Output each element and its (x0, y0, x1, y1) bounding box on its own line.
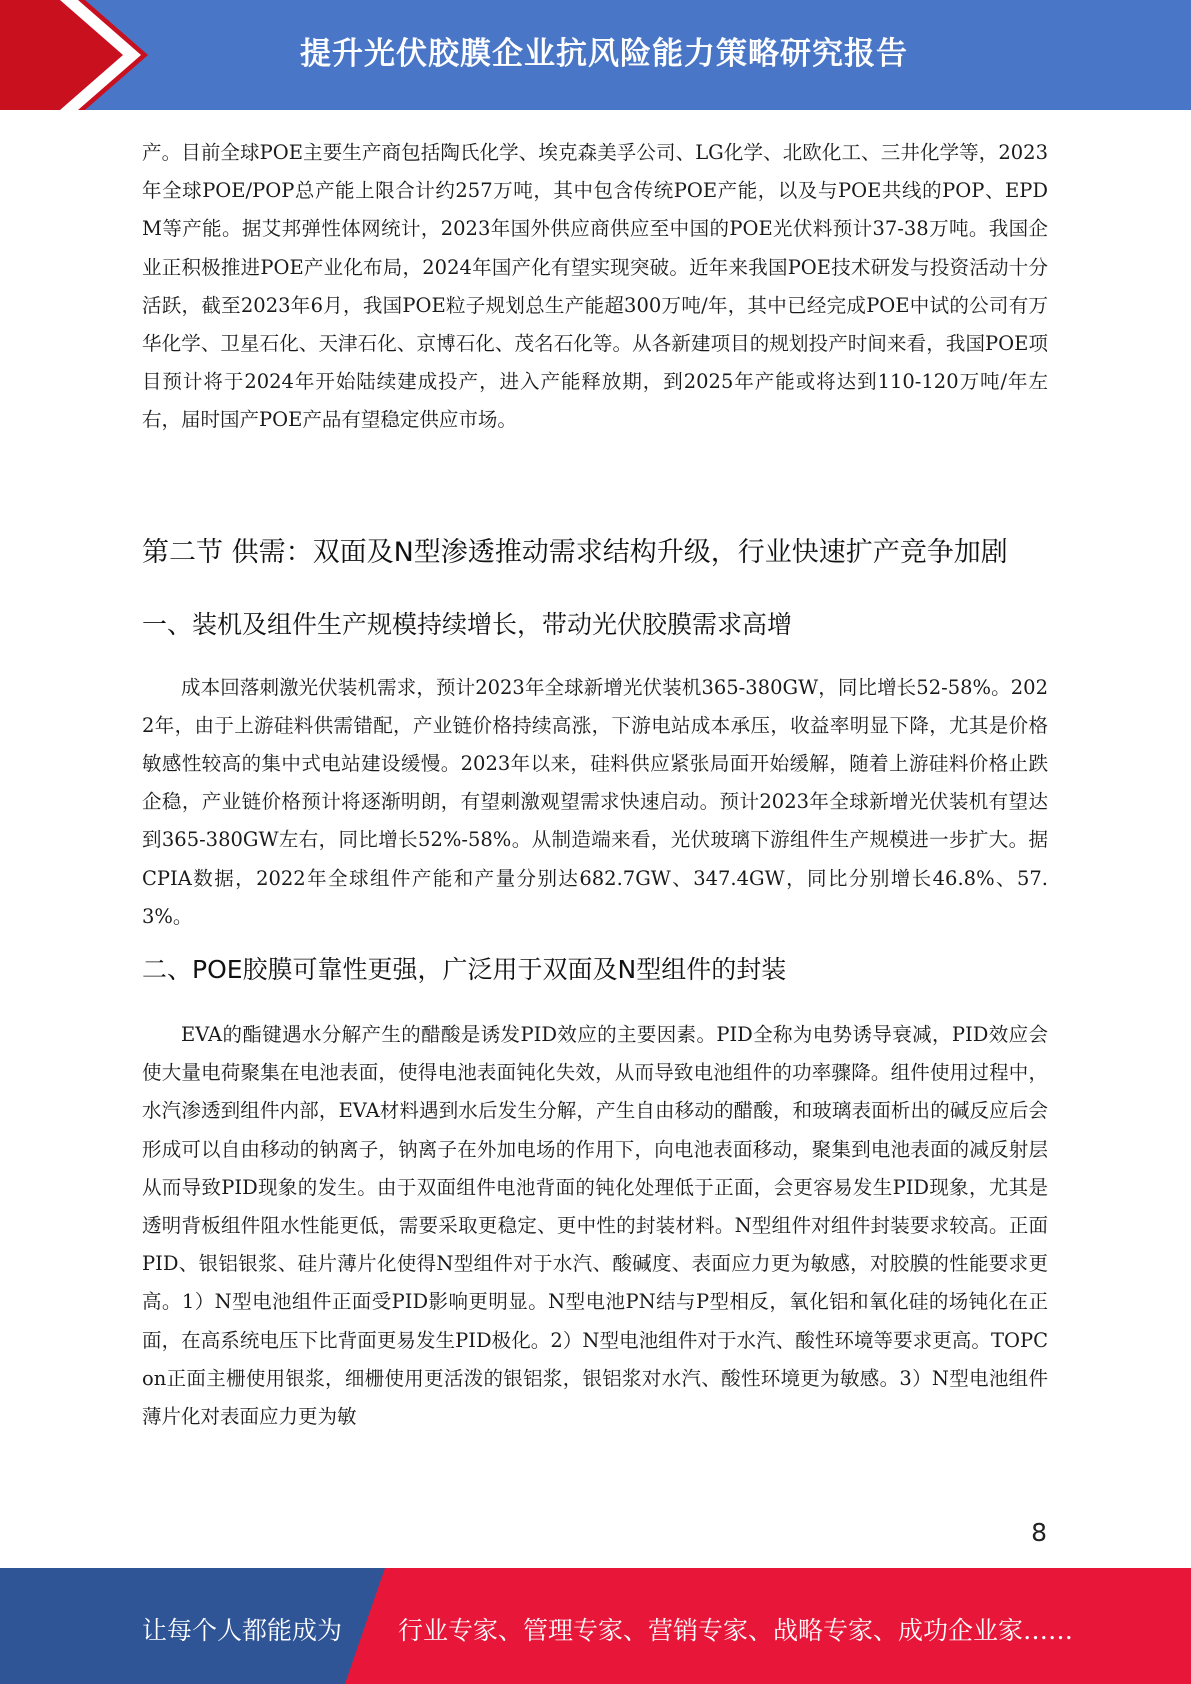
section-heading: 第二节 供需：双面及N型渗透推动需求结构升级，行业快速扩产竞争加剧 (142, 536, 1008, 568)
paragraph-pid-effect: EVA的酯键遇水分解产生的醋酸是诱发PID效应的主要因素。PID全称为电势诱导衰减，PID效应会使大量电荷聚集在电池表面，使得电池表面钝化失效，从而导致电池组件的功率骤降。组件使用过程中，水汽渗透到组件内部，EVA材料遇到水后发生分解，产生自由移动的醋酸，和玻璃表面析出的碱反应后会形成可以自由移动的钠离子，钠离子在外加电场的作用下，向电池表面移动，聚集到电池表面的减反射层从而导致PID现象的发生。由于双面组件电池背面的钝化处理低于正面，会更容易发生PID现象，尤其是透明背板组件阻水性能更低，需要采取更稳定、更中性的封装材料。N型组件对组件封装要求较高。正面PID、银铝银浆、硅片薄片化使得N型组件对于水汽、酸碱度、表面应力更为敏感，对胶膜的性能要求更高。1）N型电池组件正面受PID影响更明显。N型电池PN结与P型相反，氧化铝和氧化硅的场钝化在正面，在高系统电压下比背面更易发生PID极化。2）N型电池组件对于水汽、酸性环境等要求更高。TOPCon正面主栅使用银浆，细栅使用更活泼的银铝浆，银铝浆对水汽、酸性环境更为敏感。3）N型电池组件薄片化对表面应力更为敏 (142, 1023, 1048, 1429)
report-title: 提升光伏胶膜企业抗风险能力策略研究报告 (300, 36, 908, 72)
paragraph-installation-demand: 成本回落刺激光伏装机需求，预计2023年全球新增光伏装机365-380GW，同比增长52-58%。2022年，由于上游硅料供需错配，产业链价格持续高涨，下游电站成本承压，收益率明显下降，尤其是价格敏感性较高的集中式电站建设缓慢。2023年以来，硅料供应紧张局面开始缓解，随着上游硅料价格止跌企稳，产业链价格预计将逐渐明朗，有望刺激观望需求快速启动。预计2023年全球新增光伏装机有望达到365-380GW左右，同比增长52%-58%。从制造端来看，光伏玻璃下游组件生产规模进一步扩大。据CPIA数据，2022年全球组件产能和产量分别达682.7GW、347.4GW，同比分别增长46.8%、57.3%。 (142, 675, 1048, 928)
footer-slogan-right: 行业专家、管理专家、营销专家、战略专家、成功企业家…… (398, 1616, 1074, 1645)
document-body (142, 134, 1048, 1436)
footer-slogan-left: 让每个人都能成为 (142, 1616, 343, 1645)
page-number: 8 (1031, 1518, 1047, 1547)
header-band (0, 0, 1191, 110)
subheading-poe-reliability: 二、POE胶膜可靠性更强，广泛用于双面及N型组件的封装 (142, 955, 787, 985)
subheading-demand: 一、装机及组件生产规模持续增长，带动光伏胶膜需求高增 (142, 609, 793, 639)
paragraph-poe-capacity: 产。目前全球POE主要生产商包括陶氏化学、埃克森美孚公司、LG化学、北欧化工、三井化学等，2023年全球POE/POP总产能上限合计约257万吨，其中包含传统POE产能，以及与POE共线的POP、EPDM等产能。据艾邦弹性体网统计，2023年国外供应商供应至中国的POE光伏料预计37-38万吨。我国企业正积极推进POE产业化布局，2024年国产化有望实现突破。近年来我国POE技术研发与投资活动十分活跃，截至2023年6月，我国POE粒子规划总生产能超300万吨/年，其中已经完成POE中试的公司有万华化学、卫星石化、天津石化、京博石化、茂名石化等。从各新建项目的规划投产时间来看，我国POE项目预计将于2024年开始陆续建成投产，进入产能释放期，到2025年产能或将达到110-120万吨/年左右，届时国产POE产品有望稳定供应市场。 (142, 141, 1048, 432)
